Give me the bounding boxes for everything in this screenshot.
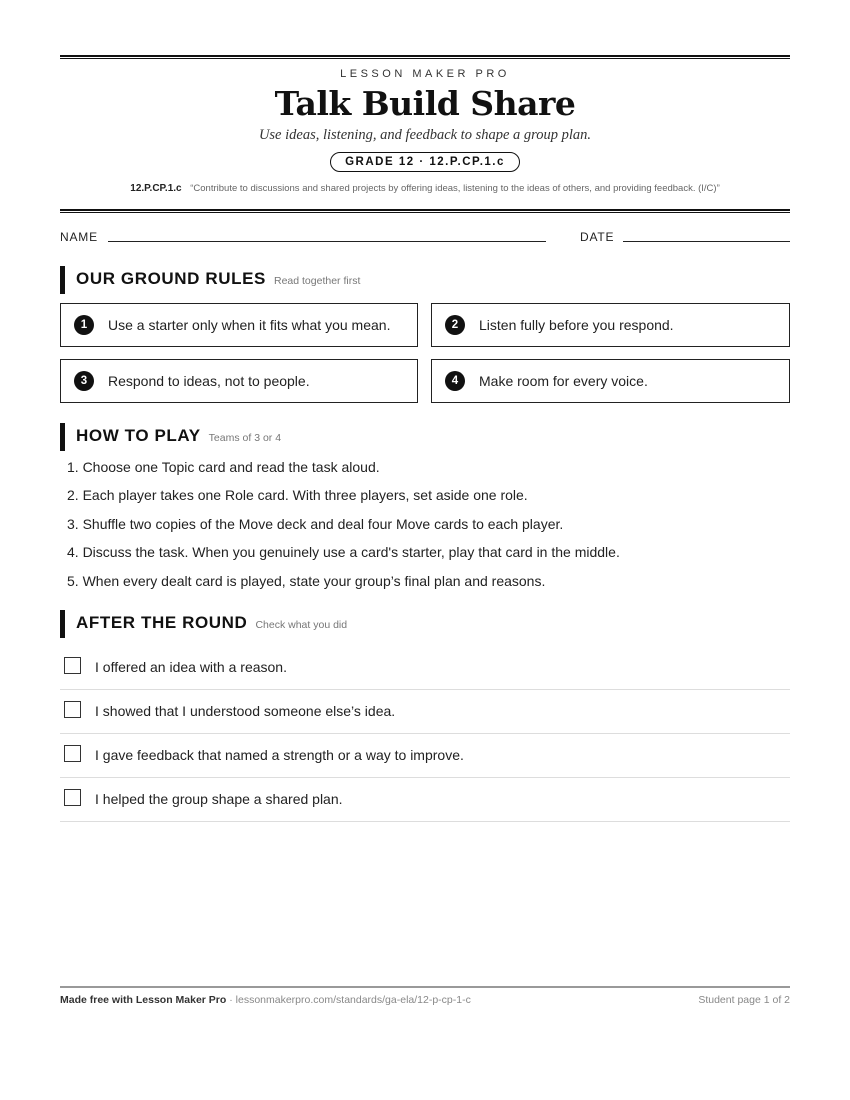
check-item-text: I helped the group shape a shared plan. [95,791,343,807]
rule-text: Use a starter only when it fits what you mean. [108,317,391,333]
rule-text: Respond to ideas, not to people. [108,373,310,389]
ground-rules-note: Read together first [274,275,361,287]
grade-badge: GRADE 12 · 12.P.CP.1.c [330,152,520,172]
section-bar [60,266,65,294]
steps-list [67,456,787,598]
page-subtitle: Use ideas, listening, and feedback to shape a group plan. [258,127,592,143]
rule-text: Listen fully before you respond. [479,317,674,333]
check-item-text: I offered an idea with a reason. [95,659,287,675]
ground-rules-heading [60,266,790,294]
header-top-rule [60,55,790,59]
how-to-play-note: Teams of 3 or 4 [208,432,282,444]
section-bar [60,610,65,638]
header-bottom-rule [60,209,790,213]
rule-text: Make room for every voice. [479,373,648,389]
rule-number-badge: 2 [445,315,465,335]
how-to-play-title: HOW TO PLAY [76,426,201,445]
check-item [60,734,790,778]
ground-rule-card [60,359,418,403]
after-round-title: AFTER THE ROUND [76,613,248,632]
ground-rule-card [431,359,790,403]
self-check-list [60,646,790,822]
ground-rule-card [431,303,790,347]
checkbox[interactable] [64,701,81,718]
rule-number-badge: 3 [74,371,94,391]
footer-credit [60,994,471,1006]
footer-rule [60,986,790,988]
grade-badge-wrap [60,152,790,172]
name-label: NAME [60,230,98,244]
ground-rule-card [60,303,418,347]
checkbox[interactable] [64,789,81,806]
date-label: DATE [580,230,615,244]
footer-url[interactable]: lessonmakerpro.com/standards/ga-ela/12-p-cp-1-c [235,994,471,1006]
check-item [60,690,790,734]
section-bar [60,423,65,451]
footer-made-with: Made free with Lesson Maker Pro [60,994,227,1006]
step-item: 4. Discuss the task. When you genuinely use a card's starter, play that card in the middle. [67,544,620,561]
date-field[interactable] [623,241,790,242]
brand-label: LESSON MAKER PRO [340,68,510,80]
checkbox[interactable] [64,745,81,762]
check-item [60,778,790,822]
step-item: 1. Choose one Topic card and read the task aloud. [67,459,380,475]
standard-text: “Contribute to discussions and shared projects by offering ideas, listening to the ideas of others, and providing feedback. (I/C)” [190,183,720,194]
standard-line [60,183,790,194]
checkbox[interactable] [64,657,81,674]
rule-number-badge: 1 [74,315,94,335]
check-item-text: I gave feedback that named a strength or a way to improve. [95,747,464,763]
page-title: Talk Build Share [274,84,576,123]
step-item: 2. Each player takes one Role card. With three players, set aside one role. [67,487,528,504]
name-field[interactable] [108,241,546,242]
step-item: 3. Shuffle two copies of the Move deck and deal four Move cards to each player. [67,515,564,532]
after-round-heading [60,610,790,638]
rule-number-badge: 4 [445,371,465,391]
ground-rules-title: OUR GROUND RULES [76,269,266,288]
check-item [60,646,790,690]
how-to-play-heading [60,423,790,451]
check-item-text: I showed that I understood someone else’s idea. [95,703,396,719]
after-round-note: Check what you did [255,619,348,631]
footer-separator: · [226,994,236,1006]
standard-code: 12.P.CP.1.c [130,183,182,194]
worksheet-page [60,0,790,1100]
page-number: Student page 1 of 2 [698,994,790,1006]
name-date-row [60,229,790,245]
step-item: 5. When every dealt card is played, state your group’s final plan and reasons. [67,572,546,589]
